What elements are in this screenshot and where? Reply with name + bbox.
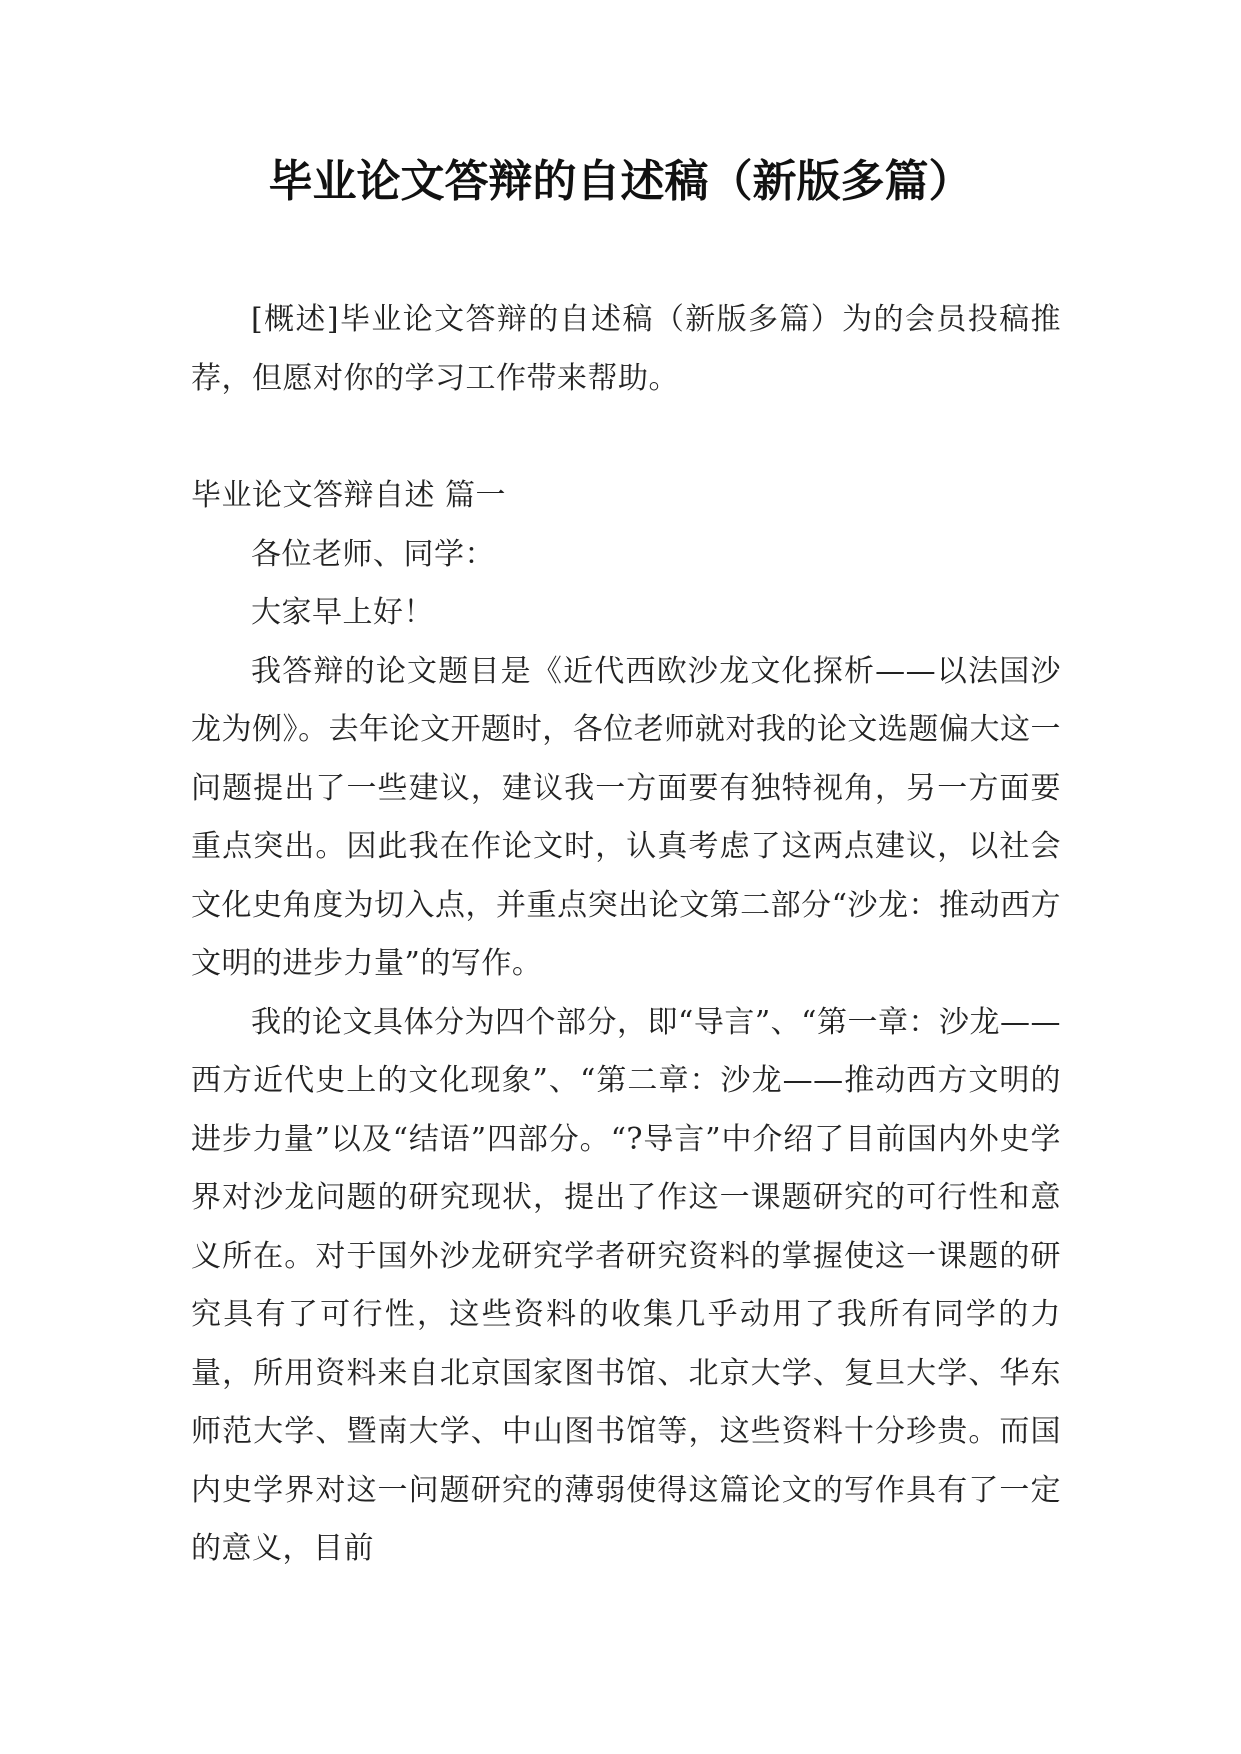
body-paragraph: 我答辩的论文题目是《近代西欧沙龙文化探析——以法国沙龙为例》。去年论文开题时，各位老师就对我的论文选题偏大这一问题提出了一些建议，建议我一方面要有独特视角，另一方面要重点突出。因此我在作论文时，认真考虑了这两点建议，以社会文化史角度为切入点，并重点突出论文第二部分“沙龙：推动西方文明的进步力量”的写作。 bbox=[191, 653, 1061, 981]
document-title: 毕业论文答辩的自述稿（新版多篇） bbox=[268, 156, 973, 207]
greeting-paragraph: 大家早上好！ bbox=[251, 595, 434, 630]
section-heading: 毕业论文答辩自述 篇一 bbox=[191, 478, 507, 513]
summary-paragraph: [概述]毕业论文答辩的自述稿（新版多篇）为的会员投稿推荐，但愿对你的学习工作带来帮助。 bbox=[191, 302, 1061, 396]
body-paragraph: 我的论文具体分为四个部分，即“导言”、“第一章：沙龙——西方近代史上的文化现象”、“第二章：沙龙——推动西方文明的进步力量”以及“结语”四部分。“?导言”中介绍了目前国内外史学界对沙龙问题的研究现状，提出了作这一课题研究的可行性和意义所在。对于国外沙龙研究学者研究资料的掌握使这一课题的研究具有了可行性，这些资料的收集几乎动用了我所有同学的力量，所用资料来自北京国家图书馆、北京大学、复旦大学、华东师范大学、暨南大学、中山图书馆等，这些资料十分珍贵。而国内史学界对这一问题研究的薄弱使得这篇论文的写作具有了一定的意义，目前 bbox=[191, 1004, 1062, 1566]
paragraph-spacer bbox=[191, 408, 1061, 467]
greeting-paragraph: 各位老师、同学： bbox=[251, 536, 495, 572]
document-body bbox=[191, 291, 1061, 1579]
